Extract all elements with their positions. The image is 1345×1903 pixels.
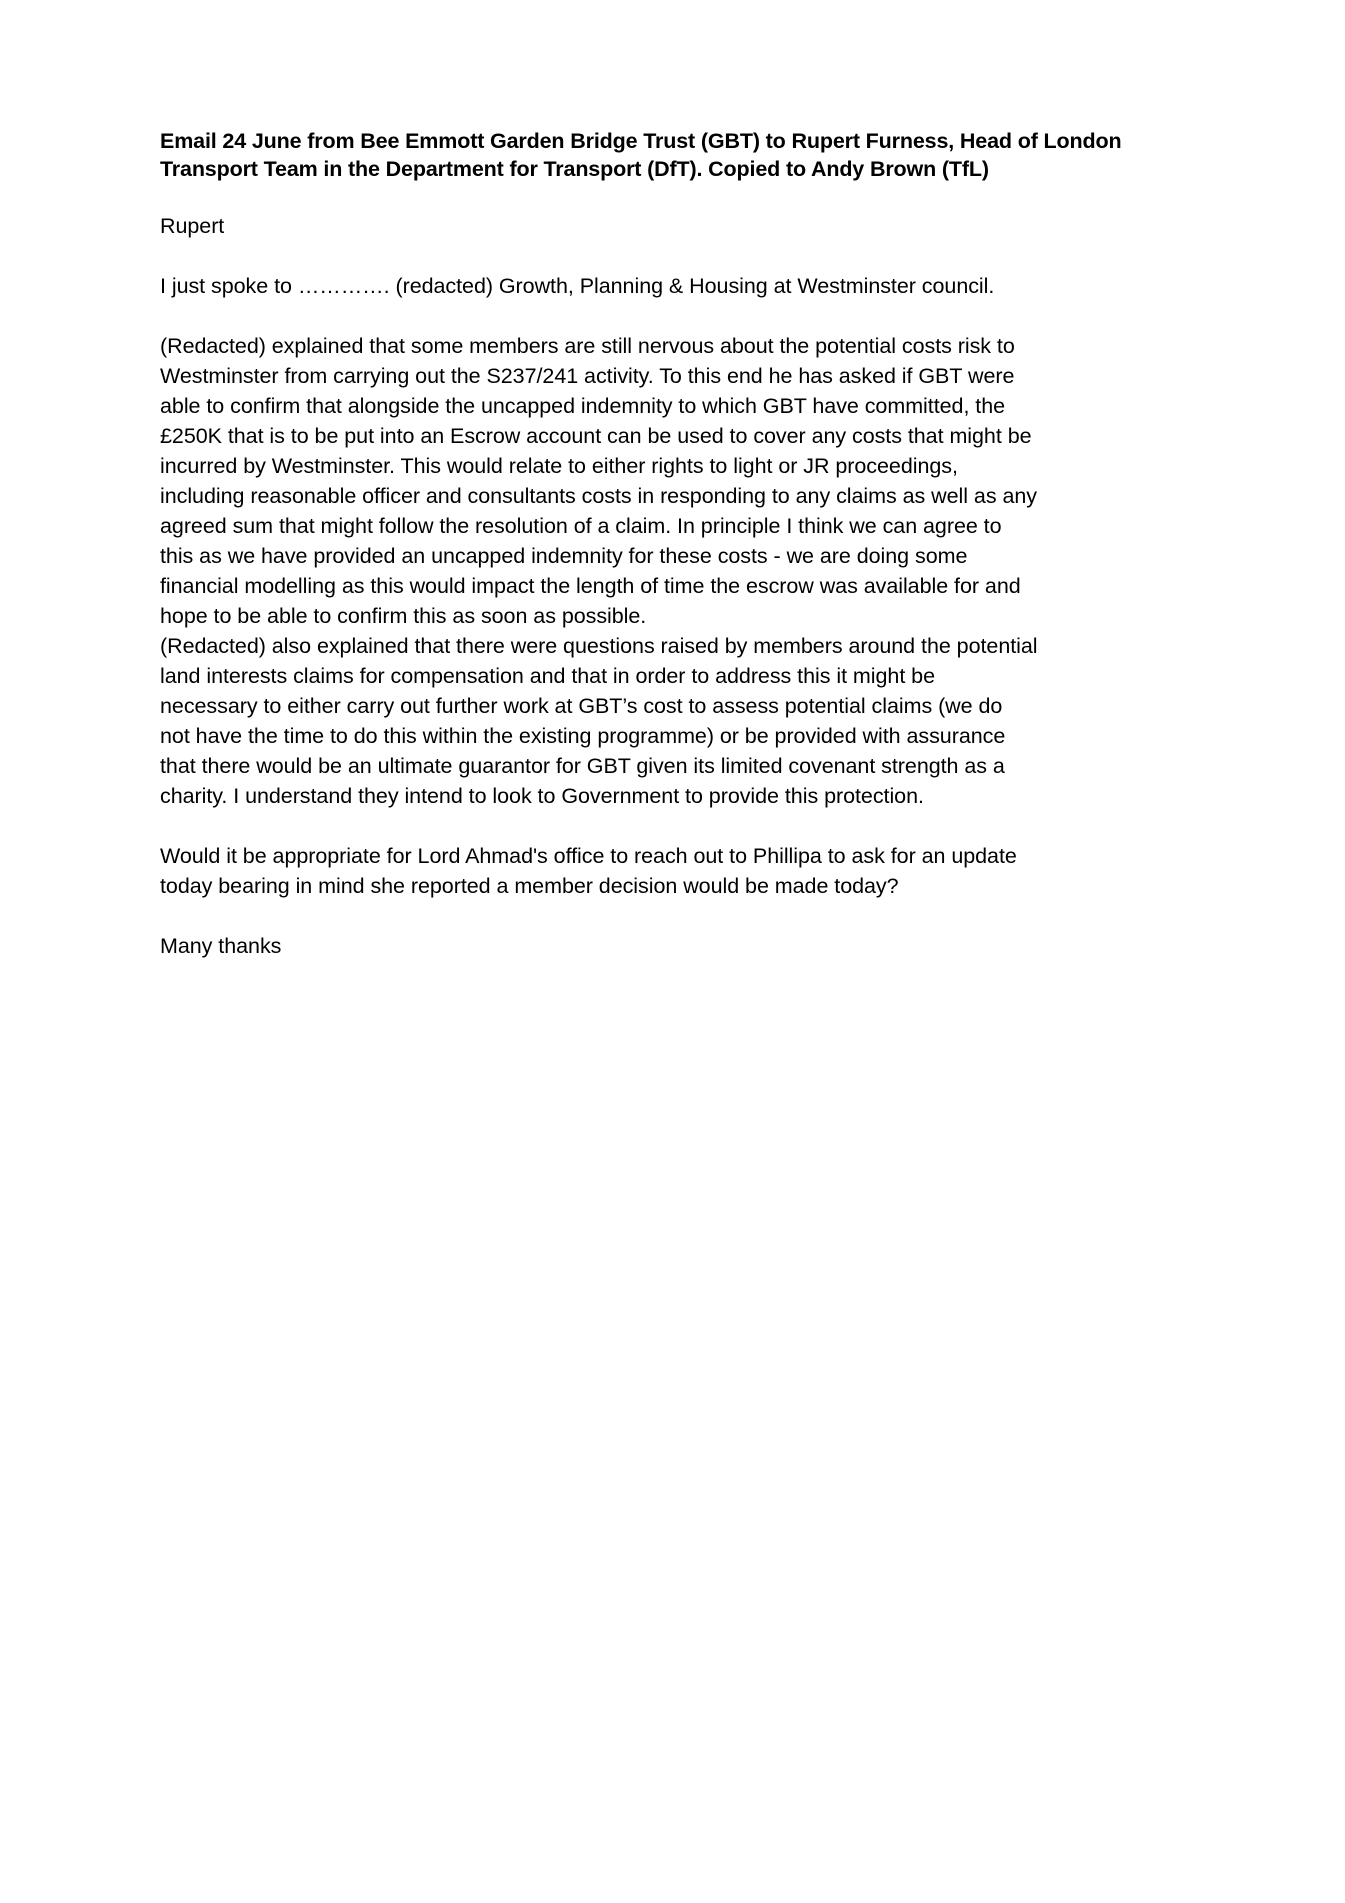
- main-line-2: Westminster from carrying out the S237/241 activity. To this end he has asked if GBT were: [160, 363, 1015, 388]
- main-line-12: land interests claims for compensation and that in order to address this it might be: [160, 663, 935, 688]
- main-line-9: financial modelling as this would impact the length of time the escrow was available for and: [160, 573, 1021, 598]
- main-line-15: that there would be an ultimate guarantor for GBT given its limited covenant strength as a: [160, 753, 1005, 778]
- heading-line-3: Brown (TfL): [869, 156, 989, 181]
- main-line-13: necessary to either carry out further work at GBT’s cost to assess potential claims (we do: [160, 693, 1003, 718]
- closing-line-2: today bearing in mind she reported a member decision would be made today?: [160, 873, 899, 898]
- page-title: [160, 128, 1185, 183]
- main-line-5: incurred by Westminster. This would relate to either rights to light or JR proceedings,: [160, 453, 958, 478]
- closing-line-1: Would it be appropriate for Lord Ahmad's office to reach out to Phillipa to ask for an update: [160, 843, 1017, 868]
- heading-line-1: Email 24 June from Bee Emmott Garden Bridge Trust (GBT) to Rupert Furness, Head: [160, 129, 1012, 153]
- main-line-8: this as we have provided an uncapped indemnity for these costs - we are doing some: [160, 543, 968, 568]
- main-line-14: not have the time to do this within the existing programme) or be provided with assurance: [160, 723, 1006, 748]
- heading-line-2: of London Transport Team in the Department for Transport (DfT). Copied to Andy: [160, 129, 1122, 181]
- paragraph-gap-4: [160, 901, 1185, 931]
- main-line-7: agreed sum that might follow the resolution of a claim. In principle I think we can agree to: [160, 513, 1002, 538]
- paragraph-gap-2: [160, 301, 1185, 331]
- main-line-16: charity. I understand they intend to look to Government to provide this protection.: [160, 783, 924, 808]
- main-line-3: able to confirm that alongside the uncapped indemnity to which GBT have committed, the: [160, 393, 1006, 418]
- paragraph-gap-1: [160, 241, 1185, 271]
- paragraph-gap-3: [160, 811, 1185, 841]
- signoff: Many thanks: [160, 933, 282, 958]
- main-line-10: hope to be able to confirm this as soon as possible.: [160, 603, 647, 628]
- email-body: [160, 211, 1185, 961]
- main-line-1: (Redacted) explained that some members are still nervous about the potential costs risk to: [160, 333, 1015, 358]
- heading-body-spacer: [160, 183, 1185, 211]
- main-line-6: including reasonable officer and consultants costs in responding to any claims as well as any: [160, 483, 1037, 508]
- main-line-4: £250K that is to be put into an Escrow account can be used to cover any costs that might be: [160, 423, 1032, 448]
- main-line-11: (Redacted) also explained that there were questions raised by members around the potential: [160, 633, 1038, 658]
- salutation: Rupert: [160, 213, 225, 238]
- paragraph-intro: I just spoke to …………. (redacted) Growth, Planning & Housing at Westminster council.: [160, 273, 995, 298]
